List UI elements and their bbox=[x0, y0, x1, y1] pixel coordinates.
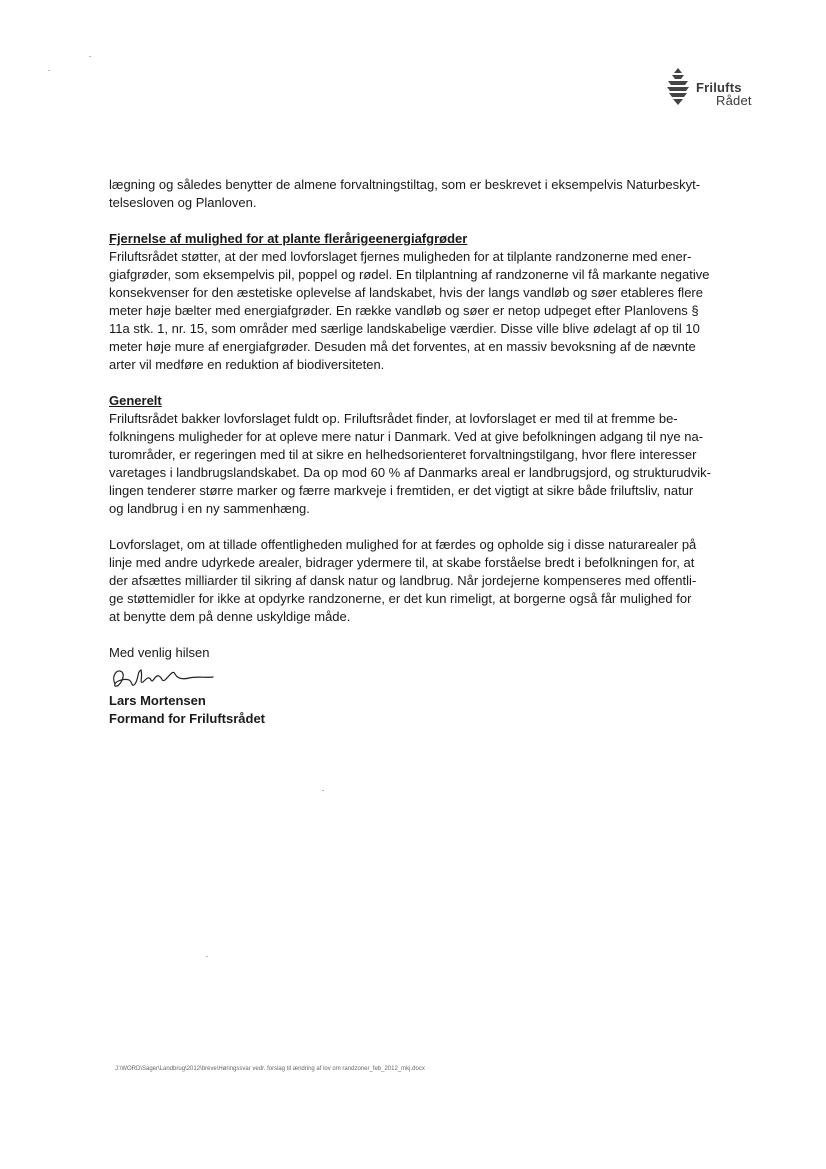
section-paragraph-access: Lovforslaget, om at tillade offentligheden mulighed for at færdes og opholde sig i disse naturarealer på linje med andre udyrkede arealer, bidrager ydermere til, at skabe forståelse bredt i befolkningen for, at der afsættes milliarder til sikring af dansk natur og landbrug. Når jordejerne kompenseres med offentli- ge støttemidler for ikke at opdyrke randzonerne, er det kun rimeligt, at borgerne også får mulighed for at benytte dem på denne uskyldige måde. bbox=[109, 537, 697, 624]
scan-speck bbox=[48, 70, 50, 71]
logo-text-raadet: Rådet bbox=[716, 93, 752, 108]
scan-speck bbox=[322, 790, 324, 791]
signatory-name: Lars Mortensen bbox=[109, 693, 206, 708]
pine-cone-icon bbox=[662, 66, 694, 110]
scan-speck bbox=[206, 956, 208, 957]
intro-paragraph: lægning og således benytter de almene forvaltningstiltag, som er beskrevet i eksempelvis Naturbeskyt- telsesloven og Planloven. bbox=[109, 177, 701, 210]
handwritten-signature bbox=[109, 662, 729, 692]
scan-speck bbox=[89, 56, 91, 57]
closing-greeting: Med venlig hilsen bbox=[109, 645, 210, 660]
section-paragraph-general: Friluftsrådet bakker lovforslaget fuldt op. Friluftsrådet finder, at lovforslaget er med til at fremme be- folkningens muligheder for at opleve mere natur i Danmark. Ved at give befolkningen adgang til nye na- turområder, er regeringen med til at sikre en helhedsorienteret forvaltningstilgang, hvor flere interesser varetages i landbrugslandskabet. Da op mod 60 % af Danmarks areal er landbrugsjord, og strukturudvik- lingen tenderer større marker og færre markveje i fremtiden, er det vigtigt at sikre både friluftsliv, natur og landbrug i en ny sammenhæng. bbox=[109, 411, 711, 516]
section-heading-general: Generelt bbox=[109, 393, 162, 408]
section-paragraph-energy-crops: Friluftsrådet støtter, at der med lovforslaget fjernes muligheden for at tilplante randzonerne med ener- giafgrøder, som eksempelvis pil, poppel og rødel. En tilplantning af randzonerne vil få markante negative konsekvenser for den æstetiske oplevelse af landskabet, hvis der langs vandløb og søer etableres flere meter høje bælter med energiafgrøder. En række vandløb og søer er netop udpeget efter Planlovens § 11a stk. 1, nr. 15, som områder med særlige landskabelige værdier. Disse ville blive ødelagt af op til 10 meter høje mure af energiafgrøder. Desuden må det forventes, at en massiv bevoksning af de nævnte arter vil medføre en reduktion af biodiversiteten. bbox=[109, 249, 710, 372]
organization-logo bbox=[662, 66, 758, 112]
file-path-footer: J:\WORD\Sager\Landbrug\2012\breve\Høringssvar vedr. forslag til ændring af lov om randzoner_feb_2012_mkj.docx bbox=[115, 1066, 425, 1072]
section-heading-energy-crops: Fjernelse af mulighed for at plante flerårigeenergiafgrøder bbox=[109, 231, 468, 246]
logo-text-frilufts: Frilufts bbox=[696, 80, 742, 95]
signatory-title: Formand for Friluftsrådet bbox=[109, 711, 266, 726]
letter-body bbox=[109, 176, 729, 728]
